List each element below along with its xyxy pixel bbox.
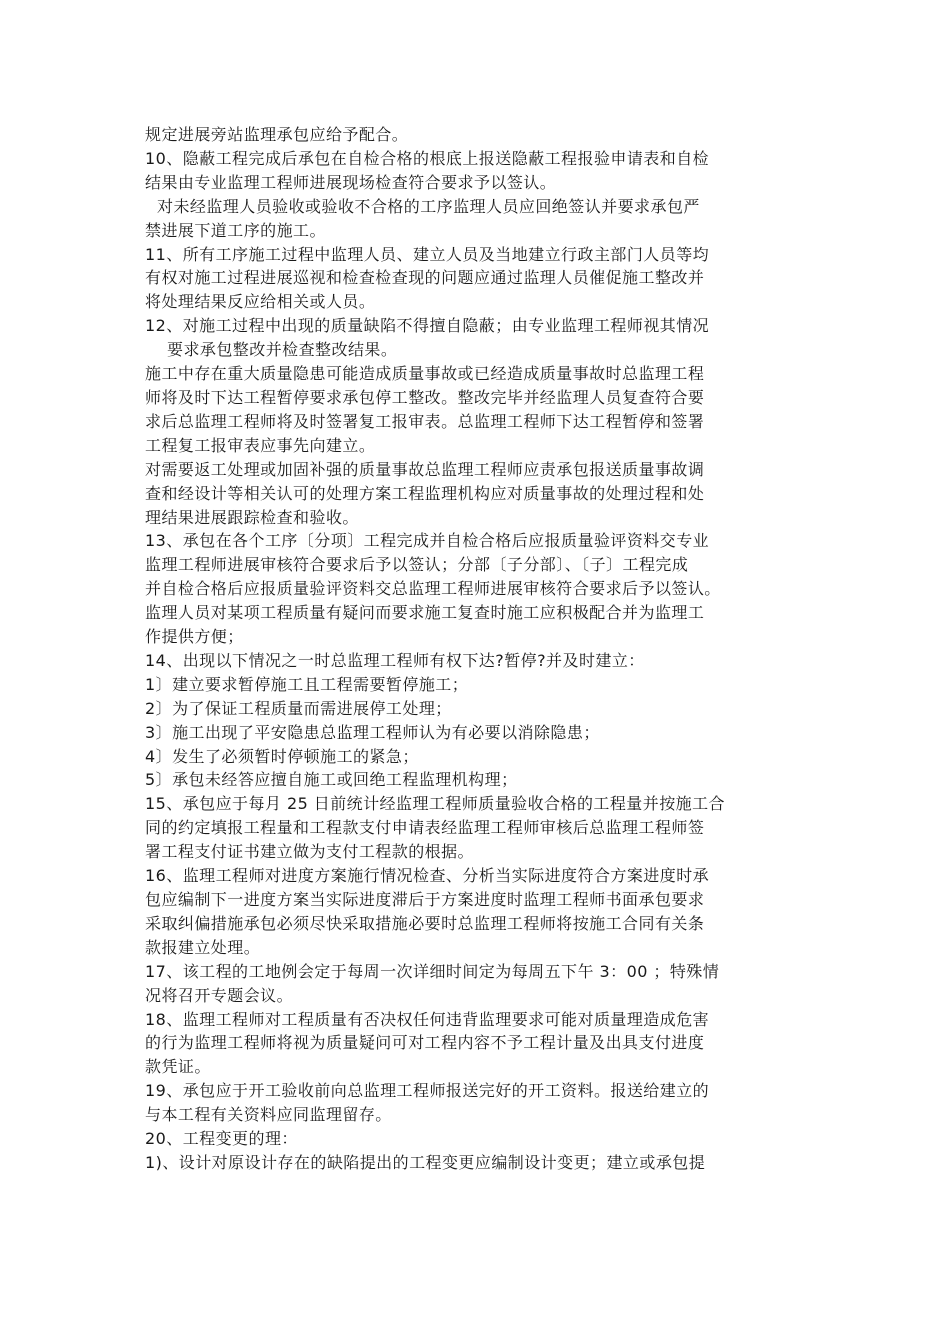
text-line: 19、承包应于开工验收前向总监理工程师报送完好的开工资料。报送给建立的 <box>145 1081 710 1101</box>
text-line: 师将及时下达工程暂停要求承包停工整改。整改完毕并经监理人员复查符合要 <box>145 387 705 407</box>
text-line: 监理工程师进展审核符合要求后予以签认；分部〔子分部〕、〔子〕工程完成 <box>145 555 689 575</box>
text-line: 款凭证。 <box>145 1057 211 1077</box>
text-line: 17、该工程的工地例会定于每周一次详细时间定为每周五下午 3：00 ；特殊情 <box>145 961 720 981</box>
text-line: 4〕发生了必须暂时停顿施工的紧急； <box>145 746 419 766</box>
text-line: 同的约定填报工程量和工程款支付申请表经监理工程师审核后总监理工程师签 <box>145 818 705 838</box>
text-line: 施工中存在重大质量隐患可能造成质量事故或已经造成质量事故时总监理工程 <box>145 364 705 384</box>
text-line: 禁进展下道工序的施工。 <box>145 220 326 240</box>
text-line: 12、对施工过程中出现的质量缺陷不得擅自隐蔽；由专业监理工程师视其情况 <box>145 316 710 336</box>
text-line: 16、监理工程师对进度方案施行情况检查、分析当实际进度符合方案进度时承 <box>145 866 710 886</box>
text-line: 有权对施工过程进展巡视和检查检查现的问题应通过监理人员催促施工整改并 <box>145 268 705 288</box>
text-line: 2〕为了保证工程质量而需进展停工处理； <box>145 698 452 718</box>
text-line: 20、工程变更的理： <box>145 1129 298 1149</box>
text-line: 对需要返工处理或加固补强的质量事故总监理工程师应责承包报送质量事故调 <box>145 459 705 479</box>
text-line: 规定进展旁站监理承包应给予配合。 <box>145 125 409 144</box>
text-line: 查和经设计等相关认可的处理方案工程监理机构应对质量事故的处理过程和处 <box>145 483 705 503</box>
text-line: 5〕承包未经答应擅自施工或回绝工程监理机构理； <box>145 770 518 790</box>
text-line: 1)、设计对原设计存在的缺陷提出的工程变更应编制设计变更；建立或承包提 <box>145 1152 706 1172</box>
text-line: 要求承包整改并检查整改结果。 <box>167 340 398 360</box>
text-line: 况将召开专题会议。 <box>145 985 294 1005</box>
text-line: 与本工程有关资料应同监理留存。 <box>145 1105 392 1125</box>
text-line: 18、监理工程师对工程质量有否决权任何违背监理要求可能对质量理造成危害 <box>145 1009 710 1029</box>
text-line: 监理人员对某项工程质量有疑问而要求施工复查时施工应积极配合并为监理工 <box>145 603 705 623</box>
document-body <box>145 123 810 1175</box>
text-line: 作提供方便； <box>145 627 244 647</box>
text-line: 包应编制下一进度方案当实际进度滞后于方案进度时监理工程师书面承包要求 <box>145 890 705 909</box>
text-line: 将处理结果反应给相关或人员。 <box>145 292 376 312</box>
text-line: 理结果进展跟踪检查和验收。 <box>145 507 359 527</box>
text-line: 对未经监理人员验收或验收不合格的工序监理人员应回绝签认并要求承包严 <box>157 196 700 216</box>
text-line: 求后总监理工程师将及时签署复工报审表。总监理工程师下达工程暂停和签署 <box>145 411 705 431</box>
text-line: 14、出现以下情况之一时总监理工程师有权下达?暂停?并及时建立： <box>145 650 645 670</box>
text-line: 15、承包应于每月 25 日前统计经监理工程师质量验收合格的工程量并按施工合 <box>145 794 725 814</box>
text-line: 并自检合格后应报质量验评资料交总监理工程师进展审核符合要求后予以签认。 <box>145 579 721 599</box>
text-line: 款报建立处理。 <box>145 937 261 957</box>
text-line: 结果由专业监理工程师进展现场检查符合要求予以签认。 <box>145 172 557 192</box>
text-line: 10、隐蔽工程完成后承包在自检合格的根底上报送隐蔽工程报验申请表和自检 <box>145 148 710 168</box>
text-line: 采取纠偏措施承包必须尽快采取措施必要时总监理工程师将按施工合同有关条 <box>145 913 705 933</box>
text-line: 的行为监理工程师将视为质量疑问可对工程内容不予工程计量及出具支付进度 <box>145 1033 705 1053</box>
text-line: 1〕建立要求暂停施工且工程需要暂停施工； <box>145 674 469 694</box>
text-line: 13、承包在各个工序〔分项〕工程完成并自检合格后应报质量验评资料交专业 <box>145 531 710 551</box>
text-line: 工程复工报审表应事先向建立。 <box>145 435 376 455</box>
text-line: 3〕施工出现了平安隐患总监理工程师认为有必要以消除隐患； <box>145 722 600 742</box>
text-line: 署工程支付证书建立做为支付工程款的根据。 <box>145 842 475 862</box>
text-line: 11、所有工序施工过程中监理人员、建立人员及当地建立行政主部门人员等均 <box>145 244 710 264</box>
